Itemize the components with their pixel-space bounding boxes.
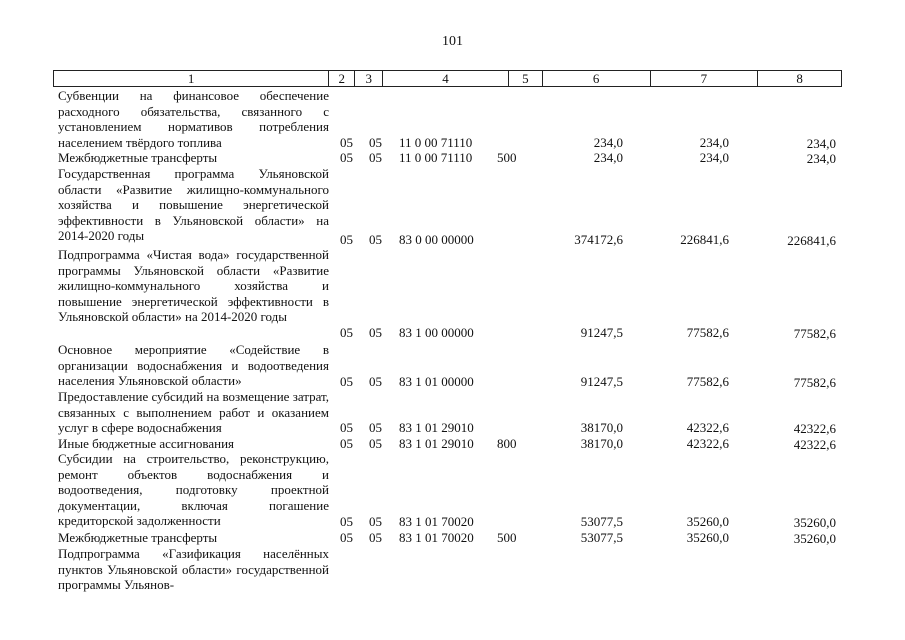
page-number: 101 [442, 34, 463, 49]
header-col-7: 7 [651, 71, 759, 86]
cell-section: 05 [340, 150, 353, 165]
header-col-3: 3 [355, 71, 383, 86]
cell-amount-7: 77582,6 [686, 374, 729, 389]
cell-subsection: 05 [369, 514, 382, 529]
cell-amount-8: 77582,6 [793, 375, 836, 390]
cell-amount-7: 226841,6 [680, 232, 729, 247]
cell-target-code: 83 1 01 29010 [399, 436, 474, 451]
cell-amount-8: 226841,6 [787, 233, 836, 248]
row-description: Иные бюджетные ассигнования [58, 436, 235, 451]
cell-amount-6: 53077,5 [580, 530, 623, 545]
cell-section: 05 [340, 514, 353, 529]
header-col-5: 5 [509, 71, 543, 86]
cell-amount-8: 42322,6 [793, 421, 836, 436]
cell-target-code: 83 1 01 70020 [399, 530, 474, 545]
cell-amount-6: 91247,5 [580, 325, 623, 340]
cell-subsection: 05 [369, 232, 382, 247]
cell-amount-7: 77582,6 [686, 325, 729, 340]
cell-target-code: 83 1 01 29010 [399, 420, 474, 435]
cell-section: 05 [340, 530, 353, 545]
row-description: Предоставление субсидий на возмещение затрат, связанных с выполнением работ и оказанием услуг в сфере водоснабжения [58, 389, 329, 435]
cell-subsection: 05 [369, 420, 382, 435]
cell-subsection: 05 [369, 135, 382, 150]
cell-section: 05 [340, 135, 353, 150]
cell-section: 05 [340, 232, 353, 247]
cell-amount-6: 38170,0 [580, 420, 623, 435]
row-description: Государственная программа Ульяновской области «Развитие жилищно-коммунального хозяйства и повышение энергетической эффективности в Ульяновской области» на 2014-2020 годы [58, 166, 329, 243]
row-description: Подпрограмма «Чистая вода» государственной программы Ульяновской области «Развитие жилищно-коммунального хозяйства и повышение энергетической эффективности в Ульяновской области» на 2014-2020 годы [58, 247, 329, 324]
cell-amount-8: 35260,0 [793, 515, 836, 530]
row-description: Субвенции на финансовое обеспечение расходного обязательства, связанного с установлением нормативов потребления населением твёрдого топлива [58, 88, 329, 150]
header-col-2: 2 [329, 71, 355, 86]
cell-amount-7: 35260,0 [686, 530, 729, 545]
cell-subsection: 05 [369, 150, 382, 165]
row-description: Межбюджетные трансферты [58, 150, 218, 165]
cell-subsection: 05 [369, 374, 382, 389]
cell-amount-6: 38170,0 [580, 436, 623, 451]
cell-section: 05 [340, 325, 353, 340]
cell-target-code: 83 1 01 00000 [399, 374, 474, 389]
cell-amount-7: 42322,6 [686, 420, 729, 435]
cell-section: 05 [340, 436, 353, 451]
cell-amount-6: 234,0 [593, 135, 623, 150]
cell-subsection: 05 [369, 325, 382, 340]
cell-amount-6: 234,0 [593, 150, 623, 165]
cell-amount-8: 234,0 [806, 136, 836, 151]
cell-target-code: 11 0 00 71110 [399, 150, 473, 165]
cell-expense-type: 500 [497, 150, 517, 165]
cell-target-code: 11 0 00 71110 [399, 135, 473, 150]
cell-subsection: 05 [369, 530, 382, 545]
cell-section: 05 [340, 374, 353, 389]
cell-target-code: 83 1 01 70020 [399, 514, 474, 529]
cell-section: 05 [340, 420, 353, 435]
cell-amount-8: 35260,0 [793, 531, 836, 546]
cell-amount-6: 53077,5 [580, 514, 623, 529]
row-description: Межбюджетные трансферты [58, 530, 218, 545]
cell-amount-7: 234,0 [699, 135, 729, 150]
header-col-4: 4 [383, 71, 509, 86]
header-col-6: 6 [543, 71, 651, 86]
cell-amount-7: 35260,0 [686, 514, 729, 529]
header-col-8: 8 [796, 71, 803, 86]
cell-amount-7: 42322,6 [686, 436, 729, 451]
row-description: Основное мероприятие «Содействие в организации водоснабжения и водоотведения населения Ульяновской области» [58, 342, 329, 388]
cell-amount-8: 42322,6 [793, 437, 836, 452]
cell-amount-6: 91247,5 [580, 374, 623, 389]
row-description: Субсидии на строительство, реконструкцию, ремонт объектов водоснабжения и водоотведения, подготовку проектной документации, включая погашение кредиторской задолженности [58, 451, 329, 528]
cell-expense-type: 500 [497, 530, 517, 545]
cell-amount-7: 234,0 [699, 150, 729, 165]
cell-amount-6: 374172,6 [574, 232, 623, 247]
table-header [53, 70, 842, 87]
cell-amount-8: 77582,6 [793, 326, 836, 341]
row-description: Подпрограмма «Газификация населённых пунктов Ульяновской области» государственной программы Ульянов- [58, 546, 329, 592]
cell-expense-type: 800 [497, 436, 517, 451]
cell-target-code: 83 0 00 00000 [399, 232, 474, 247]
cell-amount-8: 234,0 [806, 151, 836, 166]
header-col-1: 1 [54, 71, 329, 86]
cell-subsection: 05 [369, 436, 382, 451]
cell-target-code: 83 1 00 00000 [399, 325, 474, 340]
